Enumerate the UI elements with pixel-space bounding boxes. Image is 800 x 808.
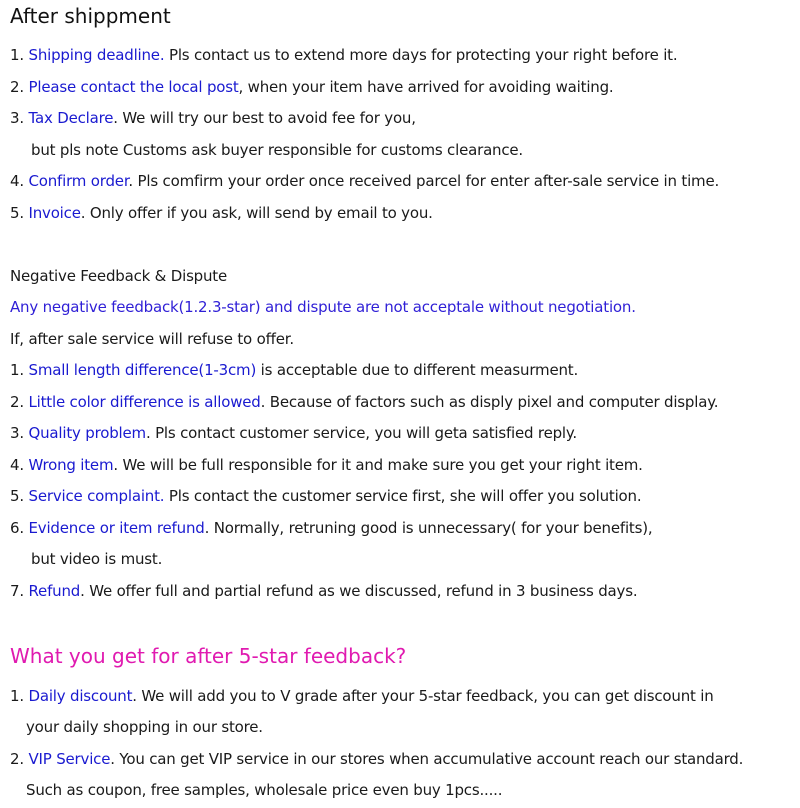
item-keyword: Small length difference(1-3cm) bbox=[28, 361, 257, 379]
item-keyword: Tax Declare bbox=[28, 109, 114, 127]
item-keyword: Service complaint. bbox=[28, 487, 165, 505]
item-number: 3. bbox=[10, 109, 24, 127]
list-item bbox=[10, 518, 652, 538]
item-keyword: Daily discount bbox=[28, 687, 133, 705]
list-item-continuation: Such as coupon, free samples, wholesale price even buy 1pcs..... bbox=[26, 781, 503, 799]
item-number: 2. bbox=[10, 393, 24, 411]
list-item bbox=[10, 749, 743, 769]
item-number: 1. bbox=[10, 361, 24, 379]
item-number: 5. bbox=[10, 487, 24, 505]
list-item bbox=[10, 360, 578, 380]
item-number: 5. bbox=[10, 204, 24, 222]
list-item bbox=[10, 203, 433, 223]
list-item bbox=[10, 77, 613, 97]
list-item bbox=[10, 486, 641, 506]
list-item bbox=[10, 423, 577, 443]
item-number: 3. bbox=[10, 424, 24, 442]
list-item bbox=[10, 108, 416, 128]
item-keyword: Invoice bbox=[28, 204, 81, 222]
item-keyword: Little color difference is allowed bbox=[28, 393, 261, 411]
item-text: is acceptable due to different measurment. bbox=[256, 361, 579, 379]
list-item bbox=[10, 45, 677, 65]
list-item-continuation: but pls note Customs ask buyer responsible for customs clearance. bbox=[31, 141, 524, 159]
item-number: 7. bbox=[10, 582, 24, 600]
list-item bbox=[10, 171, 719, 191]
list-item bbox=[10, 581, 637, 601]
section-title-five-star: What you get for after 5-star feedback? bbox=[10, 644, 407, 668]
item-keyword: Refund bbox=[28, 582, 81, 600]
list-item bbox=[10, 392, 718, 412]
list-item-continuation: your daily shopping in our store. bbox=[26, 718, 263, 736]
item-text: . Pls contact customer service, you will geta satisfied reply. bbox=[145, 424, 577, 442]
item-text: Pls contact us to extend more days for protecting your right before it. bbox=[164, 46, 678, 64]
item-text: . Because of factors such as disply pixel and computer display. bbox=[260, 393, 719, 411]
item-keyword: Wrong item bbox=[28, 456, 114, 474]
item-text: . We offer full and partial refund as we discussed, refund in 3 business days. bbox=[80, 582, 638, 600]
item-number: 2. bbox=[10, 78, 24, 96]
item-number: 1. bbox=[10, 46, 24, 64]
item-keyword: Shipping deadline. bbox=[28, 46, 165, 64]
item-keyword: Evidence or item refund bbox=[28, 519, 205, 537]
list-item bbox=[10, 686, 714, 706]
item-number: 4. bbox=[10, 456, 24, 474]
item-number: 4. bbox=[10, 172, 24, 190]
item-text: . You can get VIP service in our stores when accumulative account reach our standard. bbox=[110, 750, 744, 768]
item-keyword: Quality problem bbox=[28, 424, 146, 442]
item-keyword: Please contact the local post bbox=[28, 78, 239, 96]
item-keyword: Confirm order bbox=[28, 172, 129, 190]
item-text: . Pls comfirm your order once received parcel for enter after-sale service in time. bbox=[128, 172, 720, 190]
item-text: , when your item have arrived for avoiding waiting. bbox=[238, 78, 614, 96]
item-number: 2. bbox=[10, 750, 24, 768]
list-item bbox=[10, 455, 643, 475]
list-item-continuation: but video is must. bbox=[31, 550, 163, 568]
item-text: . We will be full responsible for it and make sure you get your right item. bbox=[113, 456, 643, 474]
item-text: . Only offer if you ask, will send by email to you. bbox=[80, 204, 433, 222]
item-text: . We will add you to V grade after your 5-star feedback, you can get discount in bbox=[132, 687, 714, 705]
negative-feedback-intro: If, after sale service will refuse to offer. bbox=[10, 330, 294, 348]
negative-feedback-notice: Any negative feedback(1.2.3-star) and dispute are not acceptale without negotiation. bbox=[10, 298, 636, 316]
item-text: . We will try our best to avoid fee for you, bbox=[113, 109, 416, 127]
item-text: Pls contact the customer service first, she will offer you solution. bbox=[164, 487, 642, 505]
item-text: . Normally, retruning good is unnecessary( for your benefits), bbox=[204, 519, 653, 537]
section-title-negative-feedback: Negative Feedback & Dispute bbox=[10, 267, 228, 285]
section-title-after-shipment: After shippment bbox=[10, 4, 171, 28]
item-keyword: VIP Service bbox=[28, 750, 111, 768]
item-number: 1. bbox=[10, 687, 24, 705]
item-number: 6. bbox=[10, 519, 24, 537]
